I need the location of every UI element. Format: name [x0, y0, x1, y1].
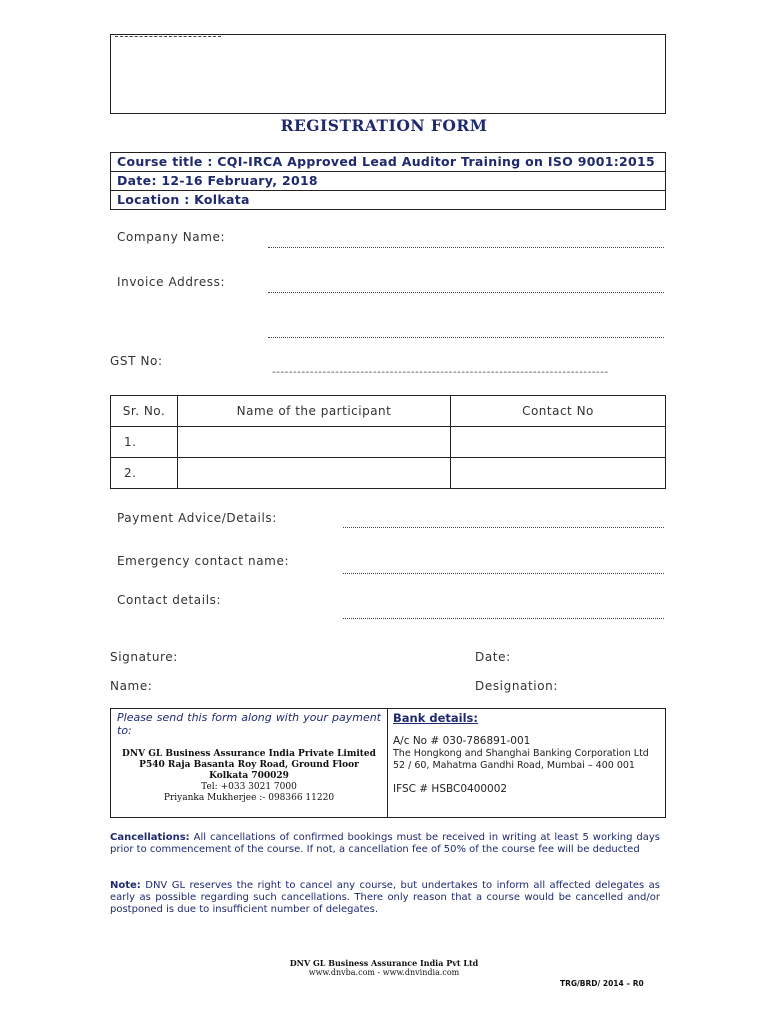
- participants-table: [110, 395, 666, 489]
- invoice-address-field-line2[interactable]: [268, 337, 664, 338]
- contact-no-cell[interactable]: [451, 427, 666, 458]
- note-text: DNV GL reserves the right to cancel any course, but undertakes to inform all affected delegates as early as possible regarding such cancellations. There only reason that a course would be cancelled and/or postponed is due to insufficient number of delegates.: [110, 880, 661, 915]
- send-instruction: Please send this form along with your payment to:: [117, 711, 381, 737]
- bank-address: 52 / 60, Mahatma Gandhi Road, Mumbai – 400 001: [393, 760, 635, 771]
- account-number: A/c No # 030-786891-001: [393, 735, 531, 747]
- bank-details-title: Bank details:: [393, 711, 478, 725]
- header-logo-box: [110, 34, 666, 114]
- note-paragraph: [110, 880, 660, 916]
- footer-websites: www.dnvba.com - www.dnvindia.com: [308, 968, 460, 977]
- designation-label: Designation:: [475, 679, 559, 693]
- payment-advice-label: Payment Advice/Details:: [117, 511, 277, 525]
- payment-details-box: [110, 708, 666, 818]
- contact-person: Priyanka Mukherjee :- 098366 11220: [163, 793, 335, 803]
- note-heading: Note:: [110, 880, 141, 891]
- address-line2: Kolkata 700029: [209, 771, 289, 781]
- table-row: [111, 458, 666, 489]
- date-label: Date:: [475, 650, 511, 664]
- gst-no-label: GST No:: [110, 354, 163, 368]
- row-sr-no: 2.: [111, 458, 178, 489]
- participant-name-cell[interactable]: [178, 427, 451, 458]
- send-to-section: [111, 709, 388, 817]
- course-location: Location : Kolkata: [117, 192, 250, 207]
- footer-reference: TRG/BRD/ 2014 – R0: [560, 979, 644, 988]
- header-divider: [115, 36, 221, 37]
- course-info-box: [110, 152, 666, 210]
- contact-no-cell[interactable]: [451, 458, 666, 489]
- company-name-field[interactable]: [268, 247, 664, 248]
- table-header-row: [111, 396, 666, 427]
- table-row: [111, 427, 666, 458]
- cancellations-paragraph: [110, 832, 660, 856]
- cancellations-text: All cancellations of confirmed bookings must be received in writing at least 5 working days prior to commencement of the course. If not, a cancellation fee of 50% of the course fee will be deducted: [110, 832, 661, 855]
- bank-name: The Hongkong and Shanghai Banking Corporation Ltd: [393, 748, 649, 759]
- address-line1: P540 Raja Basanta Roy Road, Ground Floor: [139, 760, 359, 770]
- payment-advice-field[interactable]: [343, 527, 664, 528]
- company-name: DNV GL Business Assurance India Private Limited: [122, 749, 376, 759]
- invoice-address-field-line1[interactable]: [268, 292, 664, 293]
- col-header-participant-name: Name of the participant: [178, 396, 451, 427]
- contact-details-field[interactable]: [343, 618, 664, 619]
- name-label: Name:: [110, 679, 153, 693]
- col-header-contact-no: Contact No: [451, 396, 666, 427]
- participant-name-cell[interactable]: [178, 458, 451, 489]
- course-date: Date: 12-16 February, 2018: [111, 172, 665, 191]
- col-header-sr-no: Sr. No.: [111, 396, 178, 427]
- company-address: [111, 749, 387, 804]
- footer-company: DNV GL Business Assurance India Pvt Ltd: [289, 958, 479, 968]
- page-title: REGISTRATION FORM: [280, 116, 488, 135]
- telephone: Tel: +033 3021 7000: [201, 782, 297, 792]
- emergency-contact-field[interactable]: [343, 573, 664, 574]
- row-sr-no: 1.: [111, 427, 178, 458]
- emergency-contact-label: Emergency contact name:: [117, 554, 290, 568]
- cancellations-heading: Cancellations:: [110, 832, 190, 843]
- invoice-address-label: Invoice Address:: [117, 275, 226, 289]
- gst-no-field[interactable]: --------------------------------------------------------------------------------: [272, 367, 609, 378]
- contact-details-label: Contact details:: [117, 593, 222, 607]
- signature-label: Signature:: [110, 650, 178, 664]
- course-title: Course title : CQI-IRCA Approved Lead Auditor Training on ISO 9001:2015: [111, 153, 665, 172]
- company-name-label: Company Name:: [117, 230, 226, 244]
- ifsc-code: IFSC # HSBC0400002: [393, 783, 508, 795]
